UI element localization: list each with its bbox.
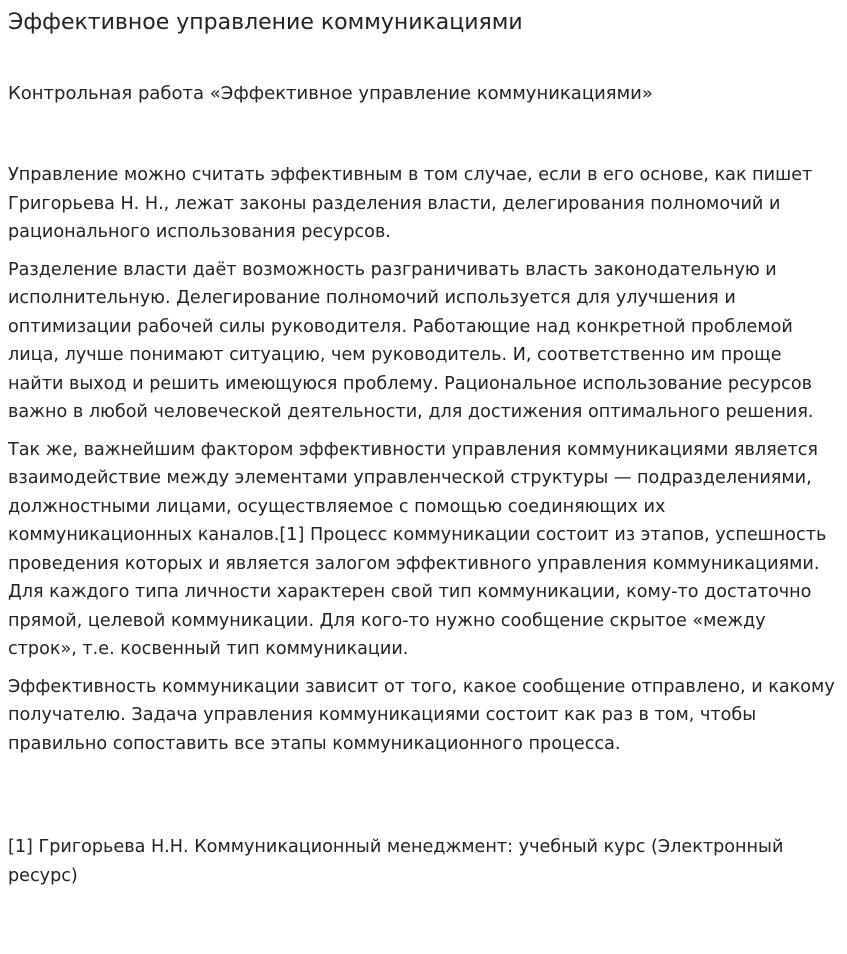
document-body [8, 161, 839, 758]
paragraph: Эффективность коммуникации зависит от того, какое сообщение отправлено, и какому получателю. Задача управления коммуникациями состоит как раз в том, чтобы правильно сопоставить все этапы коммуникационного процесса. [8, 676, 835, 754]
paragraph: Разделение власти даёт возможность разграничивать власть законодательную и исполнительную. Делегирование полномочий используется для улучшения и оптимизации рабочей силы руководителя. Работающие над конкретной проблемой лица, лучше понимают ситуацию, чем руководитель. И, соответственно им проще найти выход и решить имеющуюся проблему. Рациональное использование ресурсов важно в любой человеческой деятельности, для достижения оптимального решения. [8, 259, 814, 422]
paragraph: Управление можно считать эффективным в том случае, если в его основе, как пишет Григорьева Н. Н., лежат законы разделения власти, делегирования полномочий и рационального использования ресурсов. [8, 165, 813, 242]
paragraph: Так же, важнейшим фактором эффективности управления коммуникациями является взаимодействие между элементами управленческой структуры — подразделениями, должностными лицами, осуществляемое с помощью соединяющих их коммуникационных каналов.[1] Процесс коммуникации состоит из этапов, успешность проведения которых и является залогом эффективного управления коммуникациями. Для каждого типа личности характерен свой тип коммуникации, кому-то достаточно прямой, целевой коммуникации. Для кого-то нужно сообщение скрытое «между строк», т.е. косвенный тип коммуникации. [8, 439, 827, 659]
footnote: [1] Григорьева Н.Н. Коммуникационный менеджмент: учебный курс (Электронный ресурс) [8, 837, 784, 886]
page-title: Эффективное управление коммуникациями [8, 10, 523, 35]
document-subtitle: Контрольная работа «Эффективное управление коммуникациями» [8, 83, 653, 104]
